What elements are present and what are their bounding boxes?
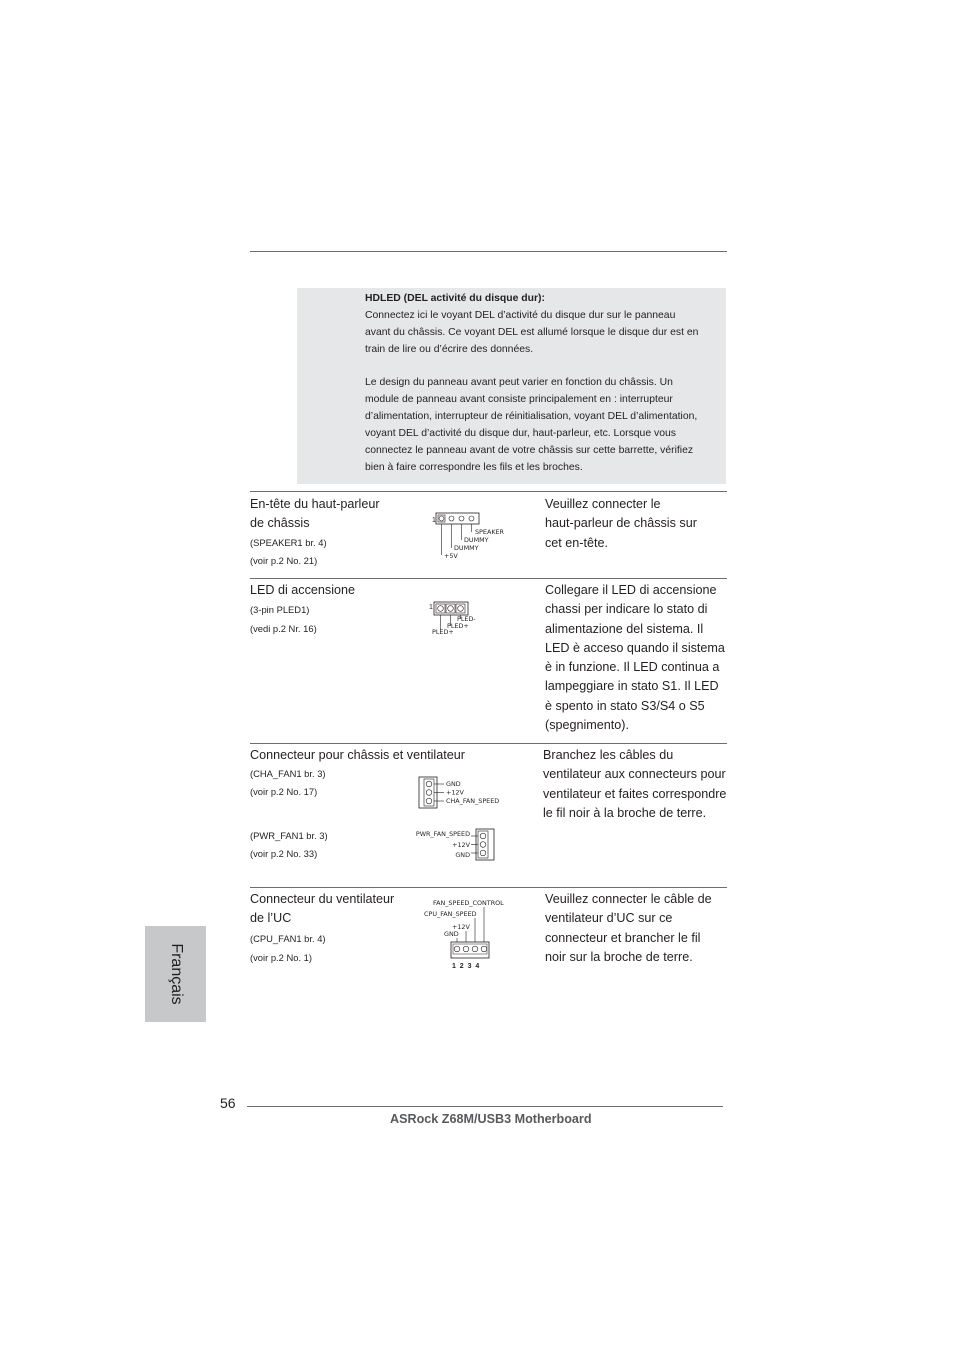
cpufan-see: (voir p.2 No. 1)	[250, 951, 312, 963]
hdled-line: module de panneau avant consiste principalement en : interrupteur	[365, 394, 673, 405]
pled-description	[545, 581, 725, 735]
footer-product: ASRock Z68M/USB3 Motherboard	[390, 1112, 592, 1126]
speaker-ref: (SPEAKER1 br. 4)	[250, 536, 327, 548]
chafan-see: (voir p.2 No. 17)	[250, 786, 318, 798]
pwr-fan-connector-diagram	[403, 828, 497, 862]
pled-pin-label: PLED+	[447, 622, 469, 630]
desc-line: ventilateur et faites correspondre	[543, 786, 727, 801]
cpufan-title: Connecteur du ventilateur	[250, 892, 395, 906]
cpufan-ref: (CPU_FAN1 br. 4)	[250, 932, 326, 944]
section-rule	[250, 887, 727, 888]
cpufan-title-2: de l’UC	[250, 911, 292, 926]
speaker-see: (voir p.2 No. 21)	[250, 554, 318, 566]
hdled-line: avant du châssis. Ce voyant DEL est allumé lorsque le disque dur est en	[365, 327, 699, 338]
speaker-pin-label: SPEAKER	[475, 528, 504, 536]
hdled-line: connectez le panneau avant de votre châssis sur cette barrette, vérifiez	[365, 445, 694, 456]
pwr-fan-pin-label: +12V	[452, 841, 470, 849]
hdled-info	[365, 290, 727, 476]
speaker-description	[545, 495, 697, 553]
cha-fan-connector-diagram	[416, 775, 516, 811]
desc-line: è in funzione. Il LED continua a	[545, 660, 720, 675]
cpu-fan-pin-numbers: 1 2 3 4	[452, 963, 480, 970]
cpu-fan-pin-label: CPU_FAN_SPEED	[424, 910, 477, 918]
desc-line: cet en-tête.	[545, 535, 609, 550]
pwrfan-ref: (PWR_FAN1 br. 3)	[250, 830, 328, 841]
pled-pin1-label: 1	[429, 604, 433, 611]
pwrfan-see: (voir p.2 No. 33)	[250, 848, 318, 859]
desc-line: Veuillez connecter le	[545, 497, 661, 511]
desc-line: Collegare il LED di accensione	[545, 583, 717, 597]
pwrfan-header	[250, 827, 328, 863]
speaker-pin-label: DUMMY	[454, 544, 479, 552]
hdled-line: train de lire ou d’écrire des données.	[365, 344, 534, 355]
hdled-line: bien à faire correspondre les fils et les broches.	[365, 462, 583, 473]
speaker-pin-label: DUMMY	[464, 536, 489, 544]
language-tab-label: Français	[167, 943, 185, 1005]
cha-fan-pin-label: +12V	[446, 788, 464, 797]
top-rule	[250, 251, 727, 252]
page-number: 56	[220, 1095, 236, 1111]
speaker-title-2: de châssis	[250, 516, 310, 531]
footer-rule	[247, 1106, 723, 1107]
pwr-fan-pin-label: GND	[455, 851, 470, 859]
desc-line: haut-parleur de châssis sur	[545, 516, 697, 531]
desc-line: LED è acceso quando il sistema	[545, 640, 725, 655]
desc-line: (spegnimento).	[545, 718, 629, 733]
cpu-fan-pin-label: GND	[444, 930, 459, 938]
pled-pin-label: PLED-	[457, 615, 476, 623]
desc-line: è spento in stato S3/S4 o S5	[545, 698, 705, 713]
pled-header	[250, 581, 355, 638]
hdled-line: Le design du panneau avant peut varier en fonction du châssis. Un	[365, 377, 673, 388]
section-rule	[250, 578, 727, 579]
cpu-fan-connector-diagram	[420, 896, 520, 972]
hdled-line: voyant DEL d’activité du disque dur, haut-parleur, etc. Lorsque vous	[365, 428, 676, 439]
desc-line: Branchez les câbles du	[543, 748, 674, 762]
speaker-header	[250, 495, 380, 570]
desc-line: Veuillez connecter le câble de	[545, 892, 712, 906]
cpufan-description	[545, 890, 712, 967]
cpu-fan-pin-label: +12V	[452, 923, 470, 931]
section-rule	[250, 491, 727, 492]
cha-fan-pin-label: GND	[446, 780, 461, 788]
section-rule	[250, 743, 727, 744]
pled-pin-label: PLED+	[432, 628, 454, 636]
desc-line: alimentazione del sistema. Il	[545, 621, 704, 636]
desc-line: connecteur et brancher le fil	[545, 930, 701, 945]
cpu-fan-pin-label: FAN_SPEED_CONTROL	[433, 899, 504, 907]
chafan-description	[543, 746, 726, 823]
pled-connector-diagram	[428, 600, 488, 638]
hdled-title: HDLED (DEL activité du disque dur):	[365, 293, 545, 304]
speaker-pin1-label: 1	[432, 517, 436, 524]
language-tab	[145, 926, 206, 1022]
desc-line: noir sur la broche de terre.	[545, 949, 693, 964]
desc-line: le fil noir à la broche de terre.	[543, 805, 707, 820]
desc-line: ventilateur d’UC sur ce	[545, 911, 673, 926]
hdled-line: Connectez ici le voyant DEL d’activité du disque dur sur le panneau	[365, 310, 676, 321]
speaker-pin-label: +5V	[444, 552, 458, 560]
pwr-fan-pin-label: PWR_FAN_SPEED	[415, 830, 470, 838]
speaker-title: En-tête du haut-parleur	[250, 497, 380, 511]
chafan-title: Connecteur pour châssis et ventilateur	[250, 748, 465, 762]
cpufan-header	[250, 890, 394, 967]
cha-fan-pin-label: CHA_FAN_SPEED	[446, 797, 500, 805]
chafan-ref: (CHA_FAN1 br. 3)	[250, 768, 326, 780]
pled-title: LED di accensione	[250, 583, 356, 597]
desc-line: ventilateur aux connecteurs pour	[543, 767, 726, 782]
pled-see: (vedi p.2 Nr. 16)	[250, 623, 317, 635]
speaker-connector-diagram	[428, 510, 518, 562]
desc-line: lampeggiare in stato S1. Il LED	[545, 679, 719, 694]
desc-line: chassi per indicare lo stato di	[545, 602, 708, 617]
pled-ref: (3-pin PLED1)	[250, 604, 310, 616]
hdled-line: d’alimentation, interrupteur de réinitialisation, voyant DEL d’alimentation,	[365, 411, 698, 422]
